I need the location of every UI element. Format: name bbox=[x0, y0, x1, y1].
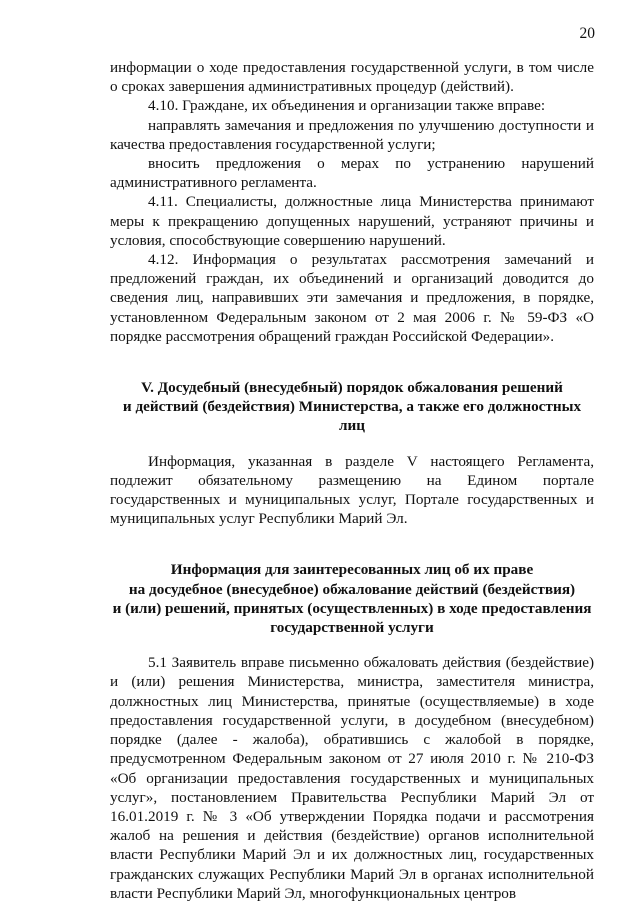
section-v-heading bbox=[110, 378, 594, 436]
sub-heading-line: и (или) решений, принятых (осуществленных) в ходе предоставления bbox=[112, 599, 592, 617]
sub-heading bbox=[110, 560, 594, 637]
section-intro-paragraph: Информация, указанная в разделе V настоящего Регламента, подлежит обязательному размещению на Едином портале государственных и муниципальных услуг, Портале государственных и муниципальных услуг Республики Марий Эл. bbox=[110, 452, 594, 528]
paragraph-suggestions: направлять замечания и предложения по улучшению доступности и качества предоставления государственной услуги; bbox=[110, 116, 594, 153]
section-heading-line: V. Досудебный (внесудебный) порядок обжалования решений bbox=[141, 379, 563, 397]
sub-heading-line: Информация для заинтересованных лиц об их праве bbox=[170, 561, 534, 579]
document-body bbox=[110, 58, 594, 903]
paragraph-4-10: 4.10. Граждане, их объединения и организации также вправе: bbox=[148, 97, 546, 115]
paragraph-4-11: 4.11. Специалисты, должностные лица Министерства принимают меры к прекращению допущенных нарушений, устраняют причины и условия, способствующие совершению нарушений. bbox=[110, 193, 594, 249]
sub-heading-line: государственной услуги bbox=[270, 619, 434, 637]
paragraph-5-1: 5.1 Заявитель вправе письменно обжаловать действия (бездействие) и (или) решения Министерства, министра, заместителя министра, должностных лиц Министерства, принятые (осуществляемые) в ходе предоставления государственной услуги, в досудебном (внесудебном) порядке (далее - жалоба), обратившись с жалобой в порядке, предусмотренном Федеральным законом от 27 июля 2010 г. № 210-ФЗ «Об организации предоставления государственных и муниципальных услуг», постановлением Правительства Республики Марий Эл от 16.01.2019 г. № 3 «Об утверждении Порядка подачи и рассмотрения жалоб на решения и действия (бездействие) органов исполнительной власти Республики Марий Эл и их должностных лиц, государственных гражданских служащих Республики Марий Эл в органах исполнительной власти Республики Марий Эл, многофункциональных центров bbox=[110, 654, 594, 902]
sub-heading-line: на досудебное (внесудебное) обжалование действий (бездействия) bbox=[128, 580, 576, 598]
paragraph-continuation: информации о ходе предоставления государственной услуги, в том числе о сроках завершения административных процедур (действий). bbox=[110, 59, 594, 96]
paragraph-proposals: вносить предложения о мерах по устранению нарушений административного регламента. bbox=[110, 155, 594, 192]
section-heading-line: и действий (бездействия) Министерства, а также его должностных лиц bbox=[122, 398, 582, 435]
paragraph-4-12: 4.12. Информация о результатах рассмотрения замечаний и предложений граждан, их объединений и организаций доводится до сведения лиц, направивших эти замечания и предложения, в порядке, установленном Федеральным законом от 2 мая 2006 г. № 59-ФЗ «О порядке рассмотрения обращений граждан Российской Федерации». bbox=[110, 251, 594, 345]
page-number: 20 bbox=[579, 25, 595, 42]
